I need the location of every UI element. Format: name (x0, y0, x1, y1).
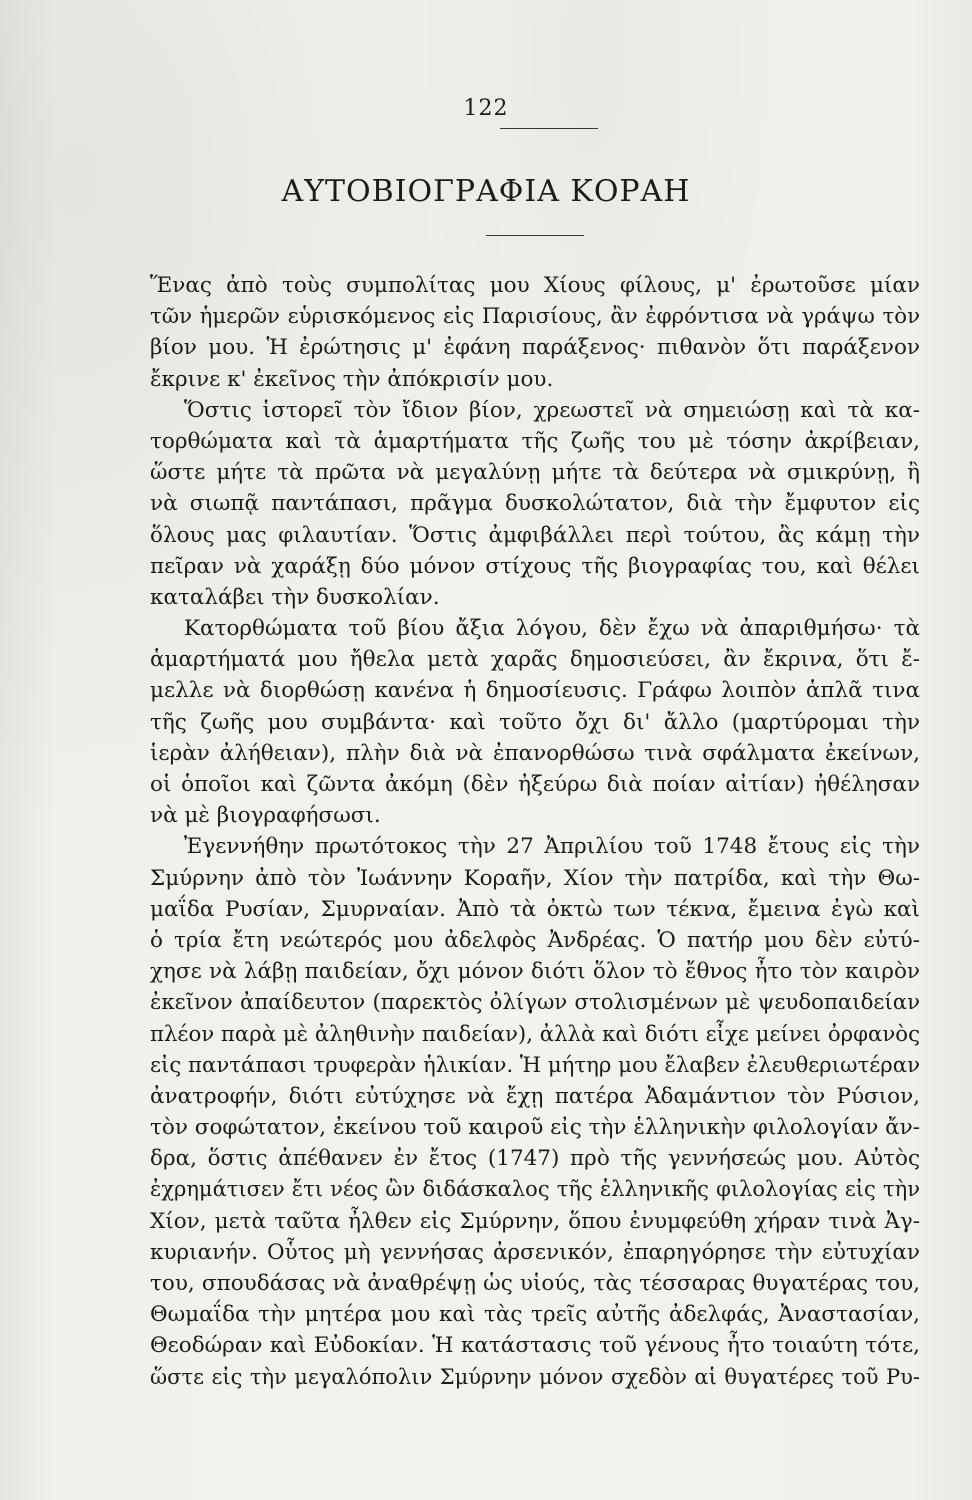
text-line: νὰ μὲ βιογραφήσωσι. (150, 803, 381, 829)
text-line: Θωμαΐδα τὴν μητέρα μου καὶ τὰς τρεῖς αὐτῆς ἀδελφάς, Ἀναστασίαν, (150, 1302, 920, 1328)
text-line: ὅλους μας φιλαυτίαν. Ὅστις ἀμφιβάλλει περὶ τούτου, ἂς κάμῃ τὴν (150, 522, 920, 548)
text-line: Θεοδώραν καὶ Εὐδοκίαν. Ἡ κατάστασις τοῦ γένους ἦτο τοιαύτη τότε, (150, 1333, 920, 1359)
text-line: ἐκεῖνον ἀπαίδευτον (παρεκτὸς ὀλίγων στολισμένων μὲ ψευδοπαιδείαν (150, 990, 920, 1016)
text-line: πεῖραν νὰ χαράξῃ δύο μόνον στίχους τῆς βιογραφίας του, καὶ θέλει (150, 553, 920, 579)
page-number-rule (500, 128, 598, 129)
text-line: ἔκρινε κ' ἐκεῖνος τὴν ἀπόκρισίν μου. (150, 366, 554, 392)
text-line: Χίον, μετὰ ταῦτα ἦλθεν εἰς Σμύρνην, ὅπου ἐνυμφεύθη χήραν τινὰ Ἀγ- (150, 1208, 920, 1234)
text-line: ἀνατροφήν, διότι εὐτύχησε νὰ ἔχῃ πατέρα Ἀδαμάντιον τὸν Ρύσιον, (150, 1083, 920, 1109)
text-line: οἱ ὁποῖοι καὶ ζῶντα ἀκόμη (δὲν ἠξεύρω διὰ ποίαν αἰτίαν) ἠθέλησαν (150, 772, 920, 797)
text-line: Ἕνας ἀπὸ τοὺς συμπολίτας μου Χίους φίλους, μ' ἐρωτοῦσε μίαν (150, 273, 920, 298)
text-line: ὥστε εἰς τὴν μεγαλόπολιν Σμύρνην μόνον σχεδὸν αἱ θυγατέρες τοῦ Ρυ- (150, 1364, 920, 1389)
text-line: εἰς παντάπασι τρυφερὰν ἡλικίαν. Ἡ μήτηρ μου ἔλαβεν ἐλευθεριωτέραν (150, 1052, 920, 1078)
text-line: καταλάβει τὴν δυσκολίαν. (150, 584, 440, 610)
text-line: ὁ τρία ἔτη νεώτερός μου ἀδελφὸς Ἀνδρέας. Ὁ πατήρ μου δὲν εὐτύ- (150, 927, 920, 953)
text-line: βίον μου. Ἡ ἐρώτησις μ' ἐφάνη παράξενος· πιθανὸν ὅτι παράξενον (150, 335, 920, 361)
text-line: τὸν σοφώτατον, ἐκείνου τοῦ καιροῦ εἰς τὴν ἑλληνικὴν φιλολογίαν ἄν- (150, 1115, 920, 1141)
text-line: ἐχρημάτισεν ἔτι νέος ὢν διδάσκαλος τῆς ἑλληνικῆς φιλολογίας εἰς τὴν (150, 1177, 920, 1202)
text-line: ἱερὰν ἀλήθειαν), πλὴν διὰ νὰ ἐπανορθώσω τινὰ σφάλματα ἐκείνων, (150, 740, 920, 766)
text-line: χησε νὰ λάβῃ παιδείαν, ὄχι μόνον διότι ὅλον τὸ ἔθνος ἦτο τὸν καιρὸν (150, 959, 920, 985)
text-line: Ἐγεννήθην πρωτότοκος τὴν 27 Ἀπριλίου τοῦ 1748 ἔτους εἰς τὴν (184, 834, 920, 860)
page-number: 122 (463, 96, 509, 121)
text-line: ὥστε μήτε τὰ πρῶτα νὰ μεγαλύνῃ μήτε τὰ δεύτερα νὰ σμικρύνῃ, ἢ (150, 460, 920, 486)
title-rule (486, 235, 584, 236)
text-line: μαΐδα Ρυσίαν, Σμυρναίαν. Ἀπὸ τὰ ὀκτὼ των τέκνα, ἔμεινα ἐγὼ καὶ (150, 896, 920, 922)
text-line: του, σπουδάσας νὰ ἀναθρέψῃ ὡς υἱούς, τὰς τέσσαρας θυγατέρας του, (150, 1271, 920, 1296)
chapter-title: ΑΥΤΟΒΙΟΓΡΑΦΙΑ ΚΟΡΑΗ (281, 174, 691, 209)
body-text (150, 270, 920, 1393)
text-line: Σμύρνην ἀπὸ τὸν Ἰωάννην Κοραῆν, Χίον τὴν πατρίδα, καὶ τὴν Θω- (150, 865, 920, 891)
text-line: τῆς ζωῆς μου συμβάντα· καὶ τοῦτο ὄχι δι' ἄλλο (μαρτύρομαι τὴν (150, 709, 920, 735)
text-line: δρα, ὅστις ἀπέθανεν ἐν ἔτος (1747) πρὸ τῆς γεννήσεώς μου. Αὐτὸς (150, 1146, 920, 1172)
text-line: ἁμαρτήματά μου ἤθελα μετὰ χαρᾶς δημοσιεύσει, ἂν ἔκρινα, ὅτι ἔ- (150, 647, 920, 673)
text-line: κυριανήν. Οὗτος μὴ γεννήσας ἀρσενικόν, ἐπαρηγόρησε τὴν εὐτυχίαν (150, 1239, 920, 1265)
text-line: μελλε νὰ διορθώσῃ κανένα ἡ δημοσίευσις. Γράφω λοιπὸν ἁπλᾶ τινα (150, 678, 920, 704)
text-line: Ὅστις ἱστορεῖ τὸν ἴδιον βίον, χρεωστεῖ νὰ σημειώσῃ καὶ τὰ κα- (184, 397, 920, 423)
text-line: νὰ σιωπᾷ παντάπασι, πρᾶγμα δυσκολώτατον, διὰ τὴν ἔμφυτον εἰς (150, 491, 920, 517)
text-line: τῶν ἡμερῶν εὑρισκόμενος εἰς Παρισίους, ἂν ἐφρόντισα νὰ γράψω τὸν (150, 304, 920, 330)
text-line: Κατορθώματα τοῦ βίου ἄξια λόγου, δὲν ἔχω νὰ ἀπαριθμήσω· τὰ (184, 616, 920, 642)
text-line: τορθώματα καὶ τὰ ἁμαρτήματα τῆς ζωῆς του μὲ τόσην ἀκρίβειαν, (150, 428, 920, 454)
text-line: πλέον παρὰ μὲ ἀληθινὴν παιδείαν), ἀλλὰ καὶ διότι εἶχε μείνει ὀρφανὸς (150, 1021, 920, 1047)
